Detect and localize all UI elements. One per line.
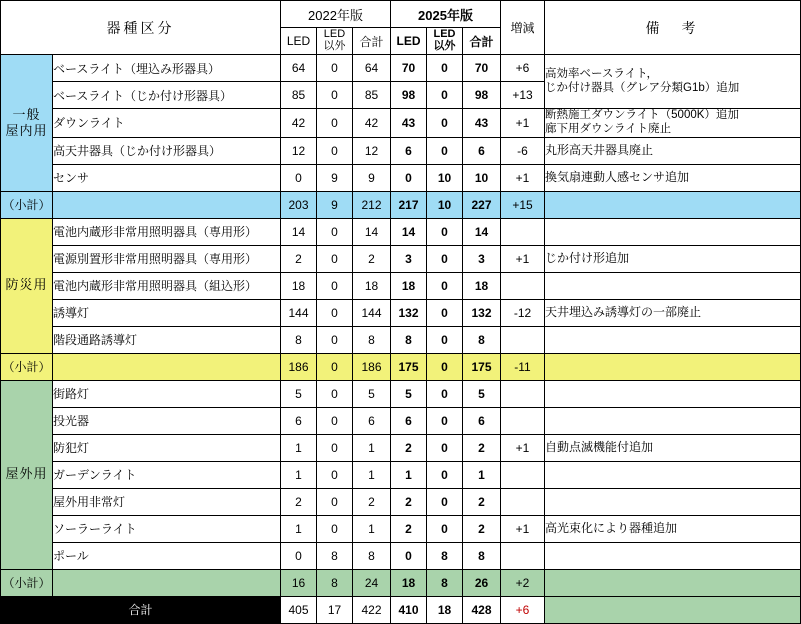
cell-old-nonled: 0 (317, 407, 353, 434)
cell-new-total: 3 (463, 245, 501, 272)
subtotal-row-outdoor (1, 569, 801, 596)
subtotal-diff: +2 (501, 569, 545, 596)
subtotal-new-nonled: 0 (427, 353, 463, 380)
cell-old-total: 42 (353, 109, 391, 138)
table-row (1, 137, 801, 164)
cell-note (545, 488, 801, 515)
cell-new-led: 132 (391, 299, 427, 326)
row-name: 街路灯 (53, 380, 281, 407)
cell-new-led: 3 (391, 245, 427, 272)
cell-new-led: 6 (391, 407, 427, 434)
cell-new-nonled: 0 (427, 488, 463, 515)
cell-new-total: 6 (463, 407, 501, 434)
cell-old-nonled: 0 (317, 218, 353, 245)
cell-new-nonled: 0 (427, 407, 463, 434)
cell-old-total: 64 (353, 55, 391, 82)
cell-old-nonled: 0 (317, 55, 353, 82)
table-row (1, 164, 801, 191)
cell-note: 自動点滅機能付追加 (545, 434, 801, 461)
table-row (1, 326, 801, 353)
cell-new-nonled: 0 (427, 55, 463, 82)
row-name: 電源別置形非常用照明器具（専用形） (53, 245, 281, 272)
row-name: 投光器 (53, 407, 281, 434)
row-name: ダウンライト (53, 109, 281, 138)
cell-new-nonled: 0 (427, 137, 463, 164)
cell-new-nonled: 0 (427, 515, 463, 542)
total-diff: +6 (501, 596, 545, 623)
cell-old-led: 0 (281, 164, 317, 191)
cell-old-led: 6 (281, 407, 317, 434)
cell-diff: +1 (501, 434, 545, 461)
cell-new-led: 18 (391, 272, 427, 299)
table-row (1, 515, 801, 542)
row-name: ベースライト（埋込み形器具） (53, 55, 281, 82)
cell-new-total: 43 (463, 109, 501, 138)
row-name: 屋外用非常灯 (53, 488, 281, 515)
cell-note: 丸形高天井器具廃止 (545, 137, 801, 164)
cell-old-total: 9 (353, 164, 391, 191)
cell-new-total: 70 (463, 55, 501, 82)
cell-new-led: 2 (391, 488, 427, 515)
cell-old-total: 5 (353, 380, 391, 407)
total-new-led: 410 (391, 596, 427, 623)
table-row (1, 245, 801, 272)
cell-old-led: 64 (281, 55, 317, 82)
cell-diff (501, 488, 545, 515)
cell-old-led: 14 (281, 218, 317, 245)
cell-diff: +1 (501, 164, 545, 191)
row-name: 階段通路誘導灯 (53, 326, 281, 353)
cell-diff: -12 (501, 299, 545, 326)
subtotal-label: （小計） (1, 569, 53, 596)
cell-new-led: 14 (391, 218, 427, 245)
cell-old-total: 2 (353, 245, 391, 272)
table-row (1, 380, 801, 407)
cell-old-led: 1 (281, 461, 317, 488)
cell-old-nonled: 0 (317, 245, 353, 272)
cell-new-nonled: 0 (427, 299, 463, 326)
cell-old-nonled: 0 (317, 380, 353, 407)
cell-new-nonled: 0 (427, 272, 463, 299)
cell-new-total: 18 (463, 272, 501, 299)
table-row (1, 218, 801, 245)
cell-old-led: 144 (281, 299, 317, 326)
cell-new-total: 5 (463, 380, 501, 407)
subtotal-old-led: 186 (281, 353, 317, 380)
cell-old-nonled: 0 (317, 488, 353, 515)
total-new-total: 428 (463, 596, 501, 623)
cell-note: 換気扇連動人感センサ追加 (545, 164, 801, 191)
header-new-nonled: LED 以外 (427, 28, 463, 55)
subtotal-row-indoor (1, 191, 801, 218)
cell-new-total: 132 (463, 299, 501, 326)
subtotal-spacer (53, 353, 281, 380)
cell-old-led: 12 (281, 137, 317, 164)
header-note: 備 考 (545, 1, 801, 55)
cell-note (545, 326, 801, 353)
header-year-2025: 2025年版 (391, 1, 501, 28)
cell-new-led: 70 (391, 55, 427, 82)
cell-old-total: 8 (353, 326, 391, 353)
cell-old-nonled: 0 (317, 272, 353, 299)
subtotal-diff: -11 (501, 353, 545, 380)
cell-old-led: 5 (281, 380, 317, 407)
subtotal-old-nonled: 0 (317, 353, 353, 380)
cell-new-nonled: 0 (427, 461, 463, 488)
total-old-nonled: 17 (317, 596, 353, 623)
cell-new-total: 8 (463, 326, 501, 353)
cell-old-total: 85 (353, 82, 391, 109)
subtotal-old-total: 186 (353, 353, 391, 380)
cell-new-led: 2 (391, 515, 427, 542)
header-new-total: 合計 (463, 28, 501, 55)
cell-new-total: 10 (463, 164, 501, 191)
row-name: ソーラーライト (53, 515, 281, 542)
grand-total-row (1, 596, 801, 623)
cell-old-total: 18 (353, 272, 391, 299)
cell-old-nonled: 0 (317, 326, 353, 353)
cell-old-nonled: 0 (317, 299, 353, 326)
header-year-2022: 2022年版 (281, 1, 391, 28)
cell-new-nonled: 10 (427, 164, 463, 191)
cell-new-led: 2 (391, 434, 427, 461)
subtotal-new-led: 18 (391, 569, 427, 596)
row-name: センサ (53, 164, 281, 191)
cell-old-led: 1 (281, 515, 317, 542)
cell-old-total: 1 (353, 461, 391, 488)
cell-diff (501, 461, 545, 488)
cell-new-total: 1 (463, 461, 501, 488)
cell-note: 高効率ベースライト， じか付け器具（グレア分類G1b）追加 (545, 55, 801, 109)
cell-diff (501, 407, 545, 434)
cell-diff: +1 (501, 515, 545, 542)
row-name: 誘導灯 (53, 299, 281, 326)
row-name: 防犯灯 (53, 434, 281, 461)
cell-old-nonled: 9 (317, 164, 353, 191)
table-row (1, 55, 801, 82)
cell-new-nonled: 0 (427, 218, 463, 245)
cell-old-total: 12 (353, 137, 391, 164)
subtotal-old-total: 24 (353, 569, 391, 596)
cell-old-led: 8 (281, 326, 317, 353)
cell-old-total: 2 (353, 488, 391, 515)
table-header-row-1 (1, 1, 801, 28)
table-row (1, 434, 801, 461)
group-label-indoor: 一般 屋内用 (1, 55, 53, 192)
subtotal-old-led: 16 (281, 569, 317, 596)
cell-note (545, 218, 801, 245)
cell-old-led: 42 (281, 109, 317, 138)
group-label-outdoor: 屋外用 (1, 380, 53, 569)
row-name: ベースライト（じか付け形器具） (53, 82, 281, 109)
subtotal-note (545, 191, 801, 218)
cell-old-nonled: 0 (317, 82, 353, 109)
cell-note: 断熱施工ダウンライト（5000K）追加 廊下用ダウンライト廃止 (545, 109, 801, 138)
subtotal-spacer (53, 191, 281, 218)
cell-old-total: 8 (353, 542, 391, 569)
subtotal-new-total: 227 (463, 191, 501, 218)
cell-diff: -6 (501, 137, 545, 164)
cell-new-led: 0 (391, 542, 427, 569)
table-row (1, 407, 801, 434)
table-row (1, 299, 801, 326)
cell-diff (501, 380, 545, 407)
row-name: 電池内蔵形非常用照明器具（組込形） (53, 272, 281, 299)
total-new-nonled: 18 (427, 596, 463, 623)
cell-old-nonled: 8 (317, 542, 353, 569)
subtotal-spacer (53, 569, 281, 596)
subtotal-note (545, 569, 801, 596)
cell-note (545, 407, 801, 434)
row-name: ポール (53, 542, 281, 569)
header-new-led: LED (391, 28, 427, 55)
cell-new-nonled: 0 (427, 109, 463, 138)
row-name: ガーデンライト (53, 461, 281, 488)
header-diff: 増減 (501, 1, 545, 55)
cell-old-led: 2 (281, 245, 317, 272)
header-old-total: 合計 (353, 28, 391, 55)
header-category: 器種区分 (1, 1, 281, 55)
table-row (1, 272, 801, 299)
subtotal-label: （小計） (1, 191, 53, 218)
total-old-total: 422 (353, 596, 391, 623)
table-row (1, 542, 801, 569)
cell-new-total: 14 (463, 218, 501, 245)
subtotal-new-nonled: 8 (427, 569, 463, 596)
cell-old-led: 18 (281, 272, 317, 299)
total-note (545, 596, 801, 623)
cell-diff (501, 326, 545, 353)
subtotal-new-total: 175 (463, 353, 501, 380)
cell-new-led: 8 (391, 326, 427, 353)
group-label-disaster: 防災用 (1, 218, 53, 353)
header-old-led: LED (281, 28, 317, 55)
cell-old-led: 0 (281, 542, 317, 569)
cell-old-nonled: 0 (317, 137, 353, 164)
cell-old-nonled: 0 (317, 434, 353, 461)
cell-note: じか付け形追加 (545, 245, 801, 272)
cell-old-nonled: 0 (317, 109, 353, 138)
subtotal-row-disaster (1, 353, 801, 380)
cell-old-total: 14 (353, 218, 391, 245)
subtotal-new-nonled: 10 (427, 191, 463, 218)
subtotal-diff: +15 (501, 191, 545, 218)
cell-new-total: 2 (463, 488, 501, 515)
cell-diff: +13 (501, 82, 545, 109)
cell-old-nonled: 0 (317, 515, 353, 542)
cell-new-led: 6 (391, 137, 427, 164)
cell-diff: +1 (501, 109, 545, 138)
subtotal-new-total: 26 (463, 569, 501, 596)
cell-old-nonled: 0 (317, 461, 353, 488)
cell-new-nonled: 0 (427, 245, 463, 272)
cell-old-total: 144 (353, 299, 391, 326)
subtotal-old-led: 203 (281, 191, 317, 218)
cell-diff (501, 542, 545, 569)
cell-old-total: 1 (353, 515, 391, 542)
cell-new-led: 0 (391, 164, 427, 191)
cell-note (545, 380, 801, 407)
cell-new-total: 8 (463, 542, 501, 569)
cell-old-total: 6 (353, 407, 391, 434)
cell-new-total: 2 (463, 515, 501, 542)
cell-old-total: 1 (353, 434, 391, 461)
cell-new-total: 2 (463, 434, 501, 461)
cell-new-led: 98 (391, 82, 427, 109)
cell-new-led: 43 (391, 109, 427, 138)
row-name: 電池内蔵形非常用照明器具（専用形） (53, 218, 281, 245)
table-row (1, 488, 801, 515)
subtotal-note (545, 353, 801, 380)
total-label: 合計 (1, 596, 281, 623)
row-name: 高天井器具（じか付け形器具） (53, 137, 281, 164)
cell-note (545, 542, 801, 569)
table-row (1, 461, 801, 488)
cell-new-nonled: 0 (427, 82, 463, 109)
table-row (1, 109, 801, 138)
cell-note: 高光束化により器種追加 (545, 515, 801, 542)
cell-diff: +1 (501, 245, 545, 272)
cell-old-led: 85 (281, 82, 317, 109)
cell-new-total: 6 (463, 137, 501, 164)
subtotal-old-total: 212 (353, 191, 391, 218)
subtotal-new-led: 217 (391, 191, 427, 218)
total-old-led: 405 (281, 596, 317, 623)
cell-diff (501, 272, 545, 299)
cell-diff: +6 (501, 55, 545, 82)
cell-note (545, 272, 801, 299)
cell-new-led: 5 (391, 380, 427, 407)
header-old-nonled: LED 以外 (317, 28, 353, 55)
cell-new-nonled: 0 (427, 326, 463, 353)
cell-new-nonled: 0 (427, 380, 463, 407)
cell-old-led: 2 (281, 488, 317, 515)
cell-new-nonled: 0 (427, 434, 463, 461)
subtotal-old-nonled: 8 (317, 569, 353, 596)
cell-old-led: 1 (281, 434, 317, 461)
subtotal-label: （小計） (1, 353, 53, 380)
cell-note (545, 461, 801, 488)
cell-new-total: 98 (463, 82, 501, 109)
subtotal-old-nonled: 9 (317, 191, 353, 218)
subtotal-new-led: 175 (391, 353, 427, 380)
cell-note: 天井埋込み誘導灯の一部廃止 (545, 299, 801, 326)
cell-new-led: 1 (391, 461, 427, 488)
cell-diff (501, 218, 545, 245)
cell-new-nonled: 8 (427, 542, 463, 569)
